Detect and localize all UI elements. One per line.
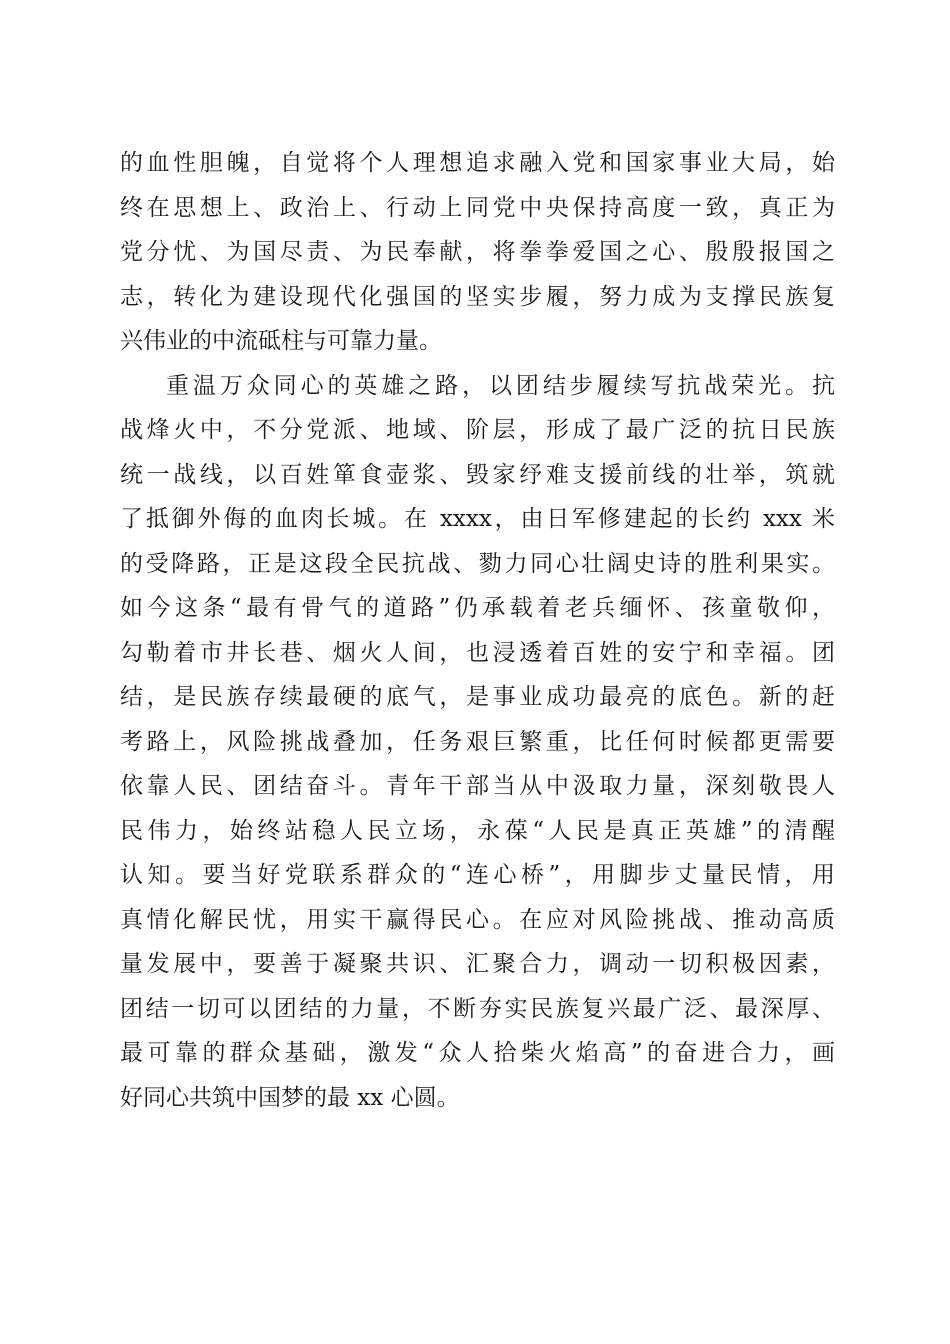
text-line: 终在思想上、政治上、行动上同党中央保持高度一致，真正为 — [120, 194, 835, 221]
text-line: 量发展中，要善于凝聚共识、汇聚合力，调动一切积极因素， — [120, 951, 835, 977]
text-line: 的血性胆魄，自觉将个人理想追求融入党和国家事业大局，始 — [120, 150, 835, 176]
text-line: 统一战线，以百姓箪食壶浆、毁家纾难支援前线的壮举，筑就 — [120, 461, 835, 488]
text-line: 志，转化为建设现代化强国的坚实步履，努力成为支撑民族复 — [120, 283, 835, 310]
text-line: 勾勒着市井长巷、烟火人间，也浸透着百姓的安宁和幸福。团 — [120, 639, 835, 666]
text-line: 团结一切可以团结的力量，不断夯实民族复兴最广泛、最深厚、 — [120, 995, 835, 1022]
text-line: 党分忧、为国尽责、为民奉献，将拳拳爱国之心、殷殷报国之 — [120, 239, 835, 265]
text-line: 重温万众同心的英雄之路，以团结步履续写抗战荣光。抗 — [166, 372, 835, 399]
text-line: 的受降路，正是这段全民抗战、勠力同心壮阔史诗的胜利果实。 — [120, 550, 835, 577]
text-line: 最可靠的群众基础，激发“众人拾柴火焰高”的奋进合力，画 — [120, 1040, 835, 1066]
text-line: 依靠人民、团结奋斗。青年干部当从中汲取力量，深刻敬畏人 — [120, 773, 835, 799]
paragraph-1 — [120, 141, 835, 364]
text-line: 兴伟业的中流砥柱与可靠力量。 — [120, 328, 442, 354]
text-line: 了抵御外侮的血肉长城。在 xxxx，由日军修建起的长约 xxx 米 — [120, 506, 835, 532]
text-line: 好同心共筑中国梦的最 xx 心圆。 — [120, 1084, 460, 1111]
body-text — [120, 141, 835, 1120]
paragraph-2 — [120, 364, 835, 1121]
text-line: 如今这条“最有骨气的道路”仍承载着老兵缅怀、孩童敬仰， — [120, 595, 835, 621]
text-line: 真情化解民忧，用实干赢得民心。在应对风险挑战、推动高质 — [120, 906, 835, 933]
text-line: 考路上，风险挑战叠加，任务艰巨繁重，比任何时候都更需要 — [120, 728, 835, 755]
text-line: 战烽火中，不分党派、地域、阶层，形成了最广泛的抗日民族 — [120, 417, 835, 443]
text-line: 结，是民族存续最硬的底气，是事业成功最亮的底色。新的赶 — [120, 684, 835, 710]
text-line: 民伟力，始终站稳人民立场，永葆“人民是真正英雄”的清醒 — [120, 817, 835, 844]
text-line: 认知。要当好党联系群众的“连心桥”，用脚步丈量民情，用 — [120, 862, 835, 888]
